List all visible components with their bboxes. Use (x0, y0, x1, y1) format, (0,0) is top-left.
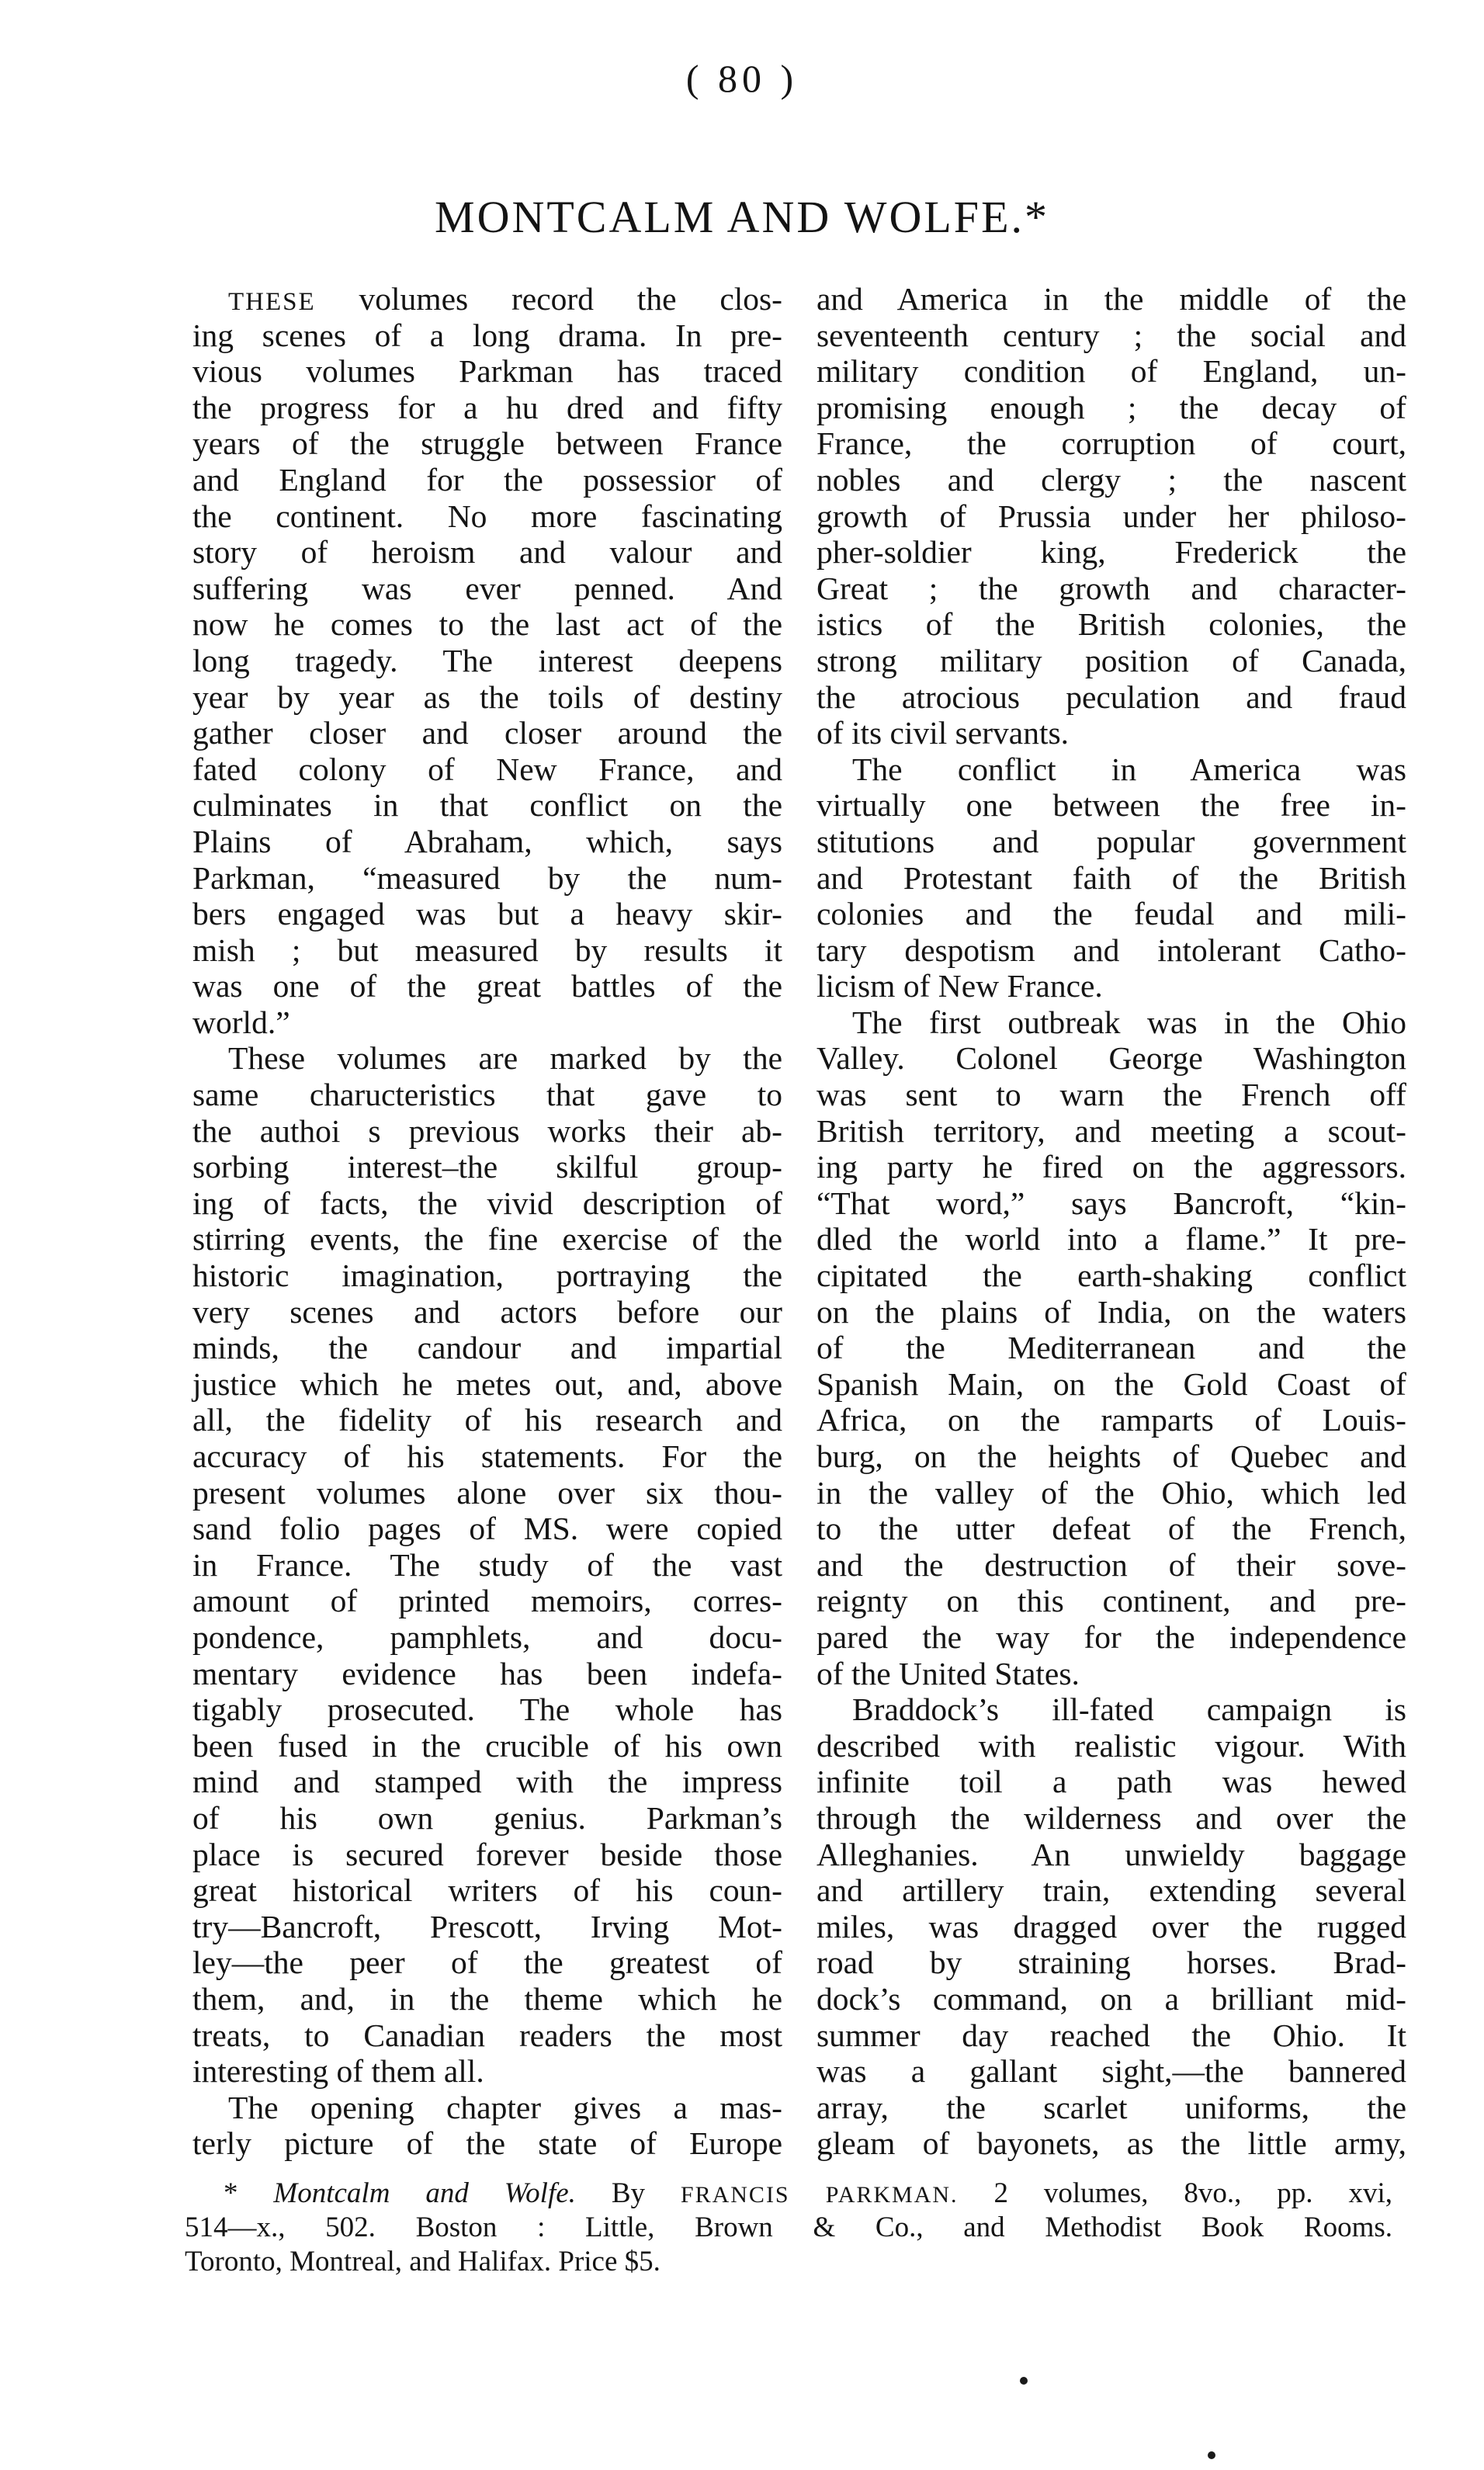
text-line: burg, on the heights of Quebec and (817, 1438, 1406, 1474)
text-line: stitutions and popular government (817, 823, 1406, 859)
text-line: them, and, in the theme which he (192, 1980, 782, 2017)
stray-mark (1208, 2451, 1215, 2459)
text-line: Spanish Main, on the Gold Coast of (817, 1365, 1406, 1402)
text-line: ing party he fired on the aggressors. (817, 1149, 1406, 1185)
text-line: years of the struggle between France (192, 425, 782, 462)
text-line: reignty on this continent, and pre- (817, 1583, 1406, 1619)
article-title: MONTCALM AND WOLFE.* (435, 192, 1049, 242)
text-line: to the utter defeat of the French, (817, 1511, 1406, 1547)
text-line: been fused in the crucible of his own (192, 1727, 782, 1764)
text-line: sand folio pages of MS. were copied (192, 1511, 782, 1547)
text-line: summer day reached the Ohio. It (817, 2017, 1406, 2053)
text-line: stirring events, the fine exercise of the (192, 1221, 782, 1258)
text-line: mentary evidence has been indefa- (192, 1655, 782, 1691)
text-line: gleam of bayonets, as the little army, (817, 2125, 1406, 2162)
text-line: was one of the great battles of the (192, 968, 782, 1004)
text-line: The first outbreak was in the Ohio (852, 1004, 1406, 1040)
text-line: historic imagination, portraying the (192, 1258, 782, 1294)
text-line: Alleghanies. An unwieldy baggage (817, 1836, 1406, 1872)
text-line: bers engaged was but a heavy skir- (192, 896, 782, 932)
text-line: Valley. Colonel George Washington (817, 1040, 1406, 1077)
text-line: in France. The study of the vast (192, 1546, 782, 1583)
text-line: and America in the middle of the (817, 281, 1406, 317)
text-line: the continent. No more fascinating (192, 498, 782, 534)
text-line: accuracy of his statements. For the (192, 1438, 782, 1474)
text-line: Africa, on the ramparts of Louis- (817, 1402, 1406, 1438)
text-line: great historical writers of his coun- (192, 1872, 782, 1909)
text-line: The conflict in America was (852, 751, 1406, 787)
text-line: the authoi s previous works their ab- (192, 1112, 782, 1149)
text-line: military condition of England, un- (817, 353, 1406, 390)
text-line: in the valley of the Ohio, which led (817, 1474, 1406, 1511)
text-line: licism of New France. (817, 968, 1103, 1004)
text-line: fated colony of New France, and (192, 751, 782, 787)
text-line: of his own genius. Parkman’s (192, 1799, 782, 1836)
text-line: on the plains of India, on the waters (817, 1293, 1406, 1330)
text-line: THESE volumes record the clos- (228, 281, 782, 317)
text-line: colonies and the feudal and mili- (817, 896, 1406, 932)
text-line: ley—the peer of the greatest of (192, 1944, 782, 1981)
text-line: story of heroism and valour and (192, 534, 782, 571)
text-line: culminates in that conflict on the (192, 787, 782, 824)
text-line: France, the corruption of court, (817, 425, 1406, 462)
stray-mark (1020, 2377, 1028, 2385)
text-line: try—Bancroft, Prescott, Irving Mot- (192, 1908, 782, 1944)
text-line: of the Mediterranean and the (817, 1330, 1406, 1366)
text-line: and Protestant faith of the British (817, 859, 1406, 896)
text-line: mind and stamped with the impress (192, 1764, 782, 1800)
text-line: strong military position of Canada, (817, 642, 1406, 678)
text-line: dled the world into a flame.” It pre- (817, 1221, 1406, 1258)
text-line: British territory, and meeting a scout- (817, 1112, 1406, 1149)
text-line: array, the scarlet uniforms, the (817, 2089, 1406, 2125)
text-line: vious volumes Parkman has traced (192, 353, 782, 390)
text-line: Plains of Abraham, which, says (192, 823, 782, 859)
text-line: year by year as the toils of destiny (192, 678, 782, 715)
text-line: tigably prosecuted. The whole has (192, 1691, 782, 1728)
text-line: Great ; the growth and character- (817, 570, 1406, 606)
text-line: growth of Prussia under her philoso- (817, 498, 1406, 534)
text-line: promising enough ; the decay of (817, 389, 1406, 425)
text-line: istics of the British colonies, the (817, 606, 1406, 643)
text-line: and artillery train, extending several (817, 1872, 1406, 1909)
text-line: same charucteristics that gave to (192, 1077, 782, 1113)
text-line: nobles and clergy ; the nascent (817, 461, 1406, 498)
text-line: described with realistic vigour. With (817, 1727, 1406, 1764)
text-line: These volumes are marked by the (228, 1040, 782, 1077)
text-line: pondence, pamphlets, and docu- (192, 1618, 782, 1655)
text-line: all, the fidelity of his research and (192, 1402, 782, 1438)
left-column (192, 281, 782, 2162)
text-line: amount of printed memoirs, corres- (192, 1583, 782, 1619)
text-line: Braddock’s ill-fated campaign is (852, 1691, 1406, 1728)
text-line: pher-soldier king, Frederick the (817, 534, 1406, 571)
text-line: the atrocious peculation and fraud (817, 678, 1406, 715)
text-line: of its civil servants. (817, 715, 1070, 751)
text-line: now he comes to the last act of the (192, 606, 782, 643)
text-line: cipitated the earth-shaking conflict (817, 1258, 1406, 1294)
text-line: interesting of them all. (192, 2053, 484, 2090)
footnote-line: * Montcalm and Wolfe. By FRANCIS PARKMAN. 2 volumes, 8vo., pp. xvi, (224, 2177, 1392, 2209)
text-line: ing of facts, the vivid description of (192, 1185, 782, 1221)
text-line: road by straining horses. Brad- (817, 1944, 1406, 1981)
right-column (817, 281, 1406, 2162)
text-line: place is secured forever beside those (192, 1836, 782, 1872)
text-line: long tragedy. The interest deepens (192, 642, 782, 678)
text-line: seventeenth century ; the social and (817, 317, 1406, 353)
text-line: and the destruction of their sove- (817, 1546, 1406, 1583)
text-line: justice which he metes out, and, above (192, 1365, 782, 1402)
text-line: pared the way for the independence (817, 1618, 1406, 1655)
text-line: infinite toil a path was hewed (817, 1764, 1406, 1800)
text-line: dock’s command, on a brilliant mid- (817, 1980, 1406, 2017)
text-line: very scenes and actors before our (192, 1293, 782, 1330)
text-line: minds, the candour and impartial (192, 1330, 782, 1366)
text-line: “That word,” says Bancroft, “kin- (817, 1185, 1406, 1221)
text-line: treats, to Canadian readers the most (192, 2017, 782, 2053)
text-line: of the United States. (817, 1655, 1080, 1691)
footnote-line: 514—x., 502. Boston : Little, Brown & Co., and Methodist Book Rooms. (185, 2212, 1392, 2243)
text-line: mish ; but measured by results it (192, 931, 782, 968)
page-number: ( 80 ) (685, 57, 799, 100)
text-line: gather closer and closer around the (192, 715, 782, 751)
footnote (185, 2177, 1392, 2279)
text-line: miles, was dragged over the rugged (817, 1908, 1406, 1944)
text-line: tary despotism and intolerant Catho- (817, 931, 1406, 968)
text-line: was sent to warn the French off (817, 1077, 1406, 1113)
text-line: Parkman, “measured by the num- (192, 859, 782, 896)
text-line: ing scenes of a long drama. In pre- (192, 317, 782, 353)
text-line: and England for the possessior of (192, 461, 782, 498)
text-line: virtually one between the free in- (817, 787, 1406, 824)
text-line: present volumes alone over six thou- (192, 1474, 782, 1511)
text-line: was a gallant sight,—the bannered (817, 2053, 1406, 2090)
text-line: through the wilderness and over the (817, 1799, 1406, 1836)
text-line: The opening chapter gives a mas- (228, 2089, 782, 2125)
text-line: the progress for a hu dred and fifty (192, 389, 782, 425)
text-line: suffering was ever penned. And (192, 570, 782, 606)
text-line: terly picture of the state of Europe (192, 2125, 782, 2162)
text-line: sorbing interest–the skilful group- (192, 1149, 782, 1185)
text-line: world.” (192, 1004, 290, 1040)
footnote-line: Toronto, Montreal, and Halifax. Price $5. (185, 2246, 661, 2277)
